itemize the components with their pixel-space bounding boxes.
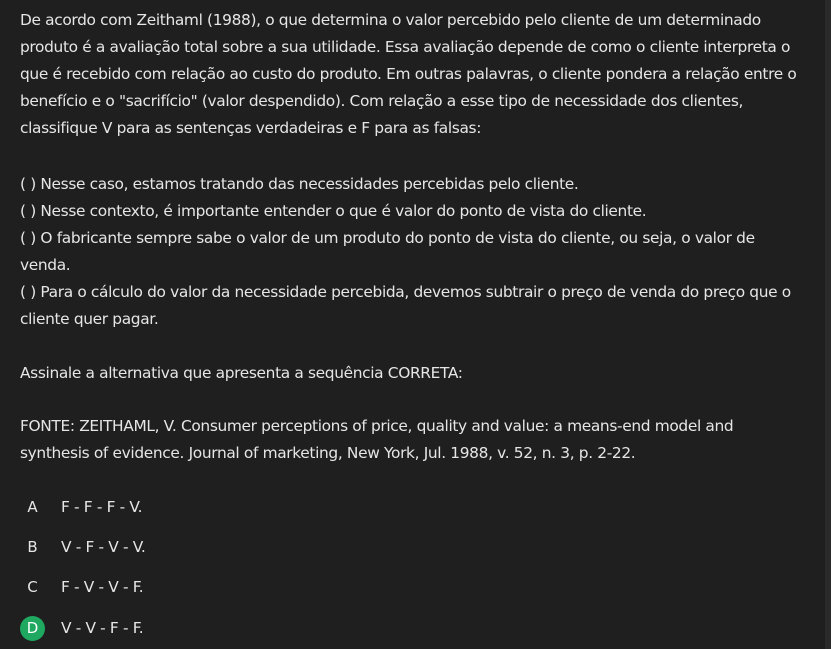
question-line: produto é a avaliação total sobre a sua utilidade. Essa avaliação depende de como o cliente interpreta o [20, 38, 791, 56]
option-b[interactable] [20, 533, 420, 561]
statement-line: ( ) Nesse contexto, é importante entender o que é valor do ponto de vista do cliente. [20, 202, 647, 220]
option-text: V - F - V - V. [61, 538, 146, 556]
instruction-line: Assinale a alternativa que apresenta a sequência CORRETA: [20, 364, 463, 382]
option-letter: B [27, 538, 38, 556]
question-line: classifique V para as sentenças verdadeiras e F para as falsas: [20, 119, 482, 137]
question-line: benefício e o "sacrifício" (valor despendido). Com relação a esse tipo de necessidade dos clientes, [20, 92, 744, 110]
option-text: V - V - F - F. [61, 619, 144, 637]
statements-list [20, 171, 810, 333]
source-line: synthesis of evidence. Journal of marketing, New York, Jul. 1988, v. 52, n. 3, p. 2-22. [20, 444, 636, 462]
option-c[interactable] [20, 573, 420, 601]
scrollbar[interactable] [825, 0, 831, 649]
statement-line: cliente quer pagar. [20, 310, 159, 328]
option-letter: A [27, 498, 38, 516]
statement-line: venda. [20, 256, 71, 274]
source-citation [20, 413, 810, 467]
question-line: que é recebido com relação ao custo do produto. Em outras palavras, o cliente pondera a relação entre o [20, 65, 797, 83]
statement-line: ( ) Nesse caso, estamos tratando das necessidades percebidas pelo cliente. [20, 175, 579, 193]
question-text [20, 7, 810, 142]
option-d[interactable] [20, 614, 420, 642]
option-a[interactable] [20, 493, 420, 521]
statement-line: ( ) O fabricante sempre sabe o valor de um produto do ponto de vista do cliente, ou seja, o valor de [20, 229, 755, 247]
option-text: F - V - V - F. [61, 578, 144, 596]
option-letter-selected: D [20, 616, 45, 641]
statement-line: ( ) Para o cálculo do valor da necessidade percebida, devemos subtrair o preço de venda do preço que o [20, 283, 791, 301]
option-letter: C [27, 578, 38, 596]
instruction-text [20, 360, 810, 387]
question-line: De acordo com Zeithaml (1988), o que determina o valor percebido pelo cliente de um determinado [20, 11, 761, 29]
option-text: F - F - F - V. [61, 498, 143, 516]
source-line: FONTE: ZEITHAML, V. Consumer perceptions of price, quality and value: a means-end model and [20, 417, 734, 435]
